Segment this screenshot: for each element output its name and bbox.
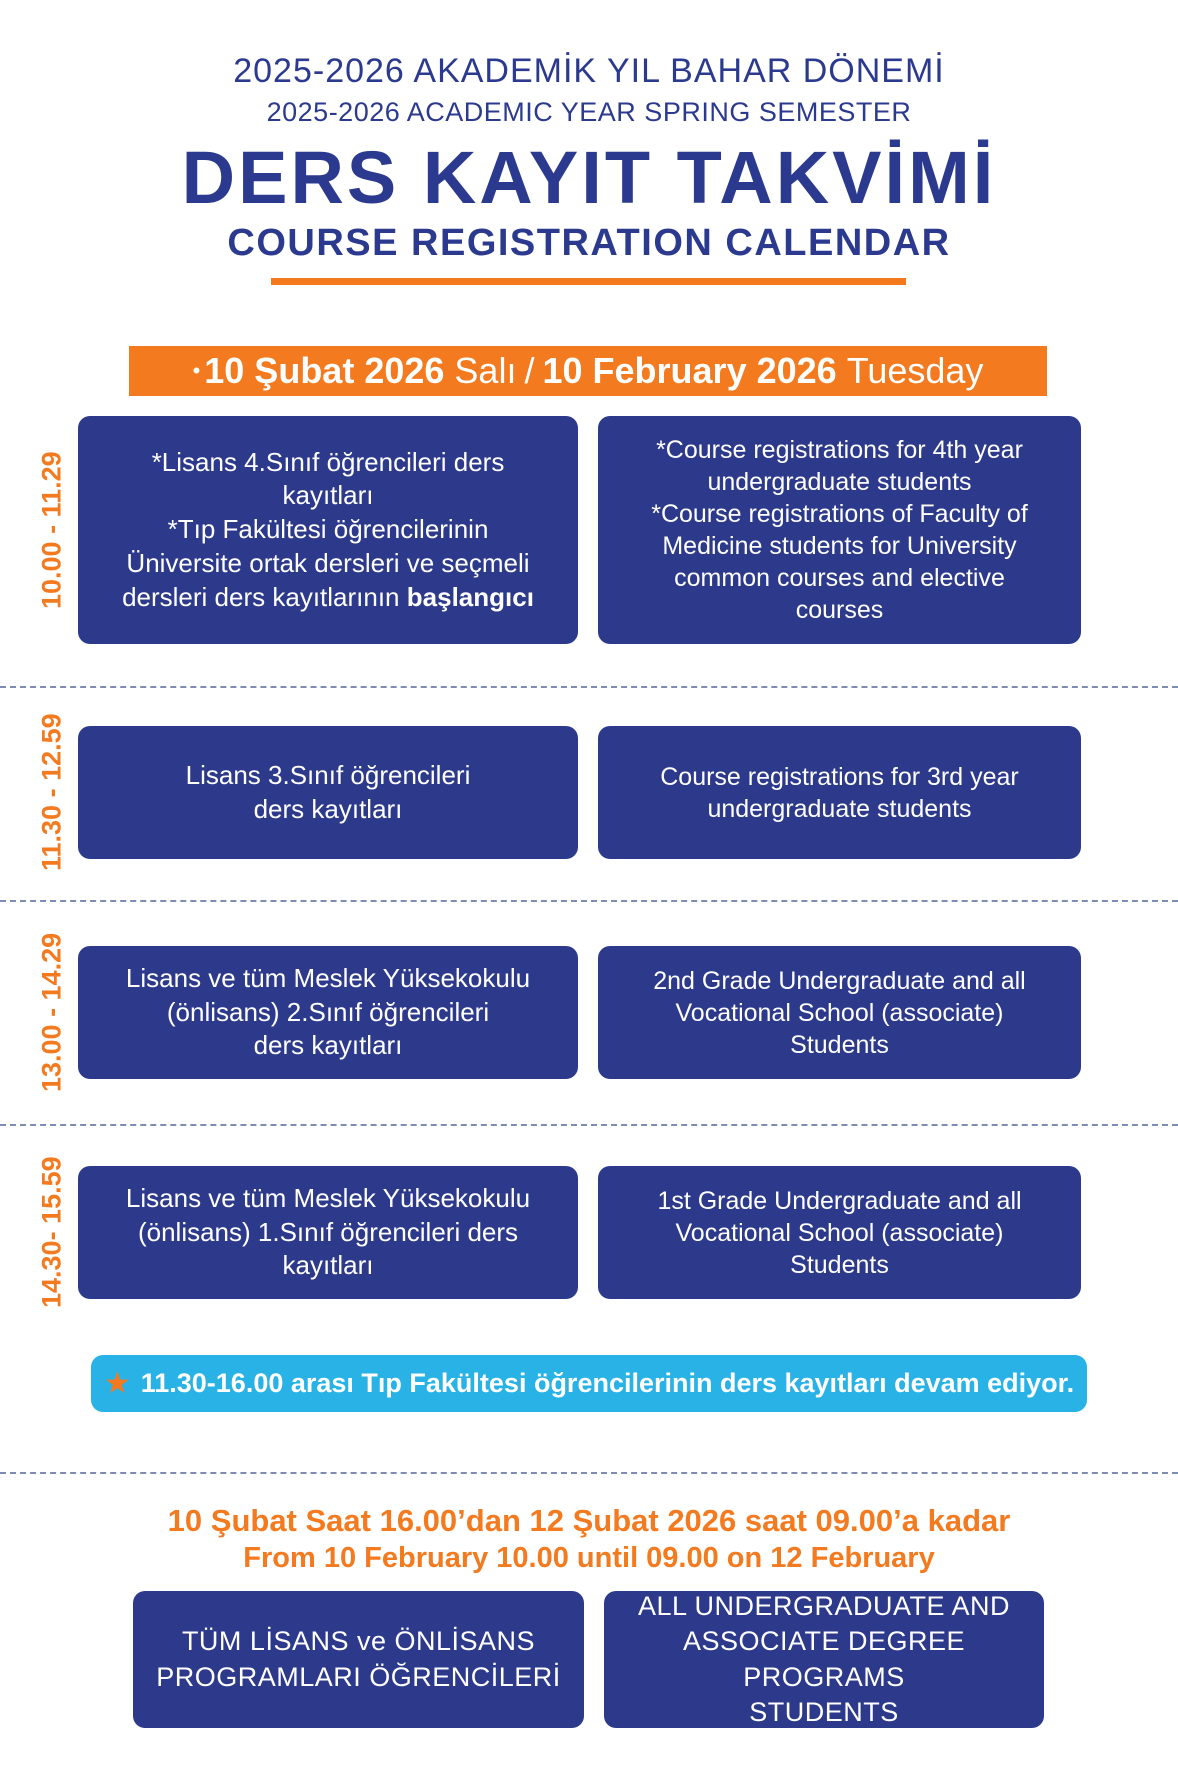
slot-box-en bbox=[598, 726, 1081, 859]
all-programs-box-en bbox=[604, 1591, 1044, 1728]
text-line: (önlisans) 1.Sınıf öğrencileri ders bbox=[137, 1216, 519, 1247]
slot-box-tr bbox=[78, 1166, 578, 1299]
section-divider bbox=[0, 1472, 1178, 1474]
medicine-note-banner bbox=[91, 1355, 1087, 1412]
text-line: Students bbox=[790, 1250, 889, 1279]
emphasis-text: başlangıcı bbox=[406, 581, 534, 612]
date-en: 10 February 2026 bbox=[542, 350, 837, 391]
text-line: Students bbox=[790, 1030, 889, 1059]
text-line: 1st Grade Undergraduate and all bbox=[657, 1186, 1022, 1215]
section-divider bbox=[0, 686, 1178, 688]
time-slot-label: 11.30 - 12.59 bbox=[36, 713, 67, 872]
text-line: dersleri ders kayıtlarının bbox=[122, 581, 400, 612]
section-divider bbox=[0, 1124, 1178, 1126]
text-line: common courses and elective bbox=[674, 564, 1005, 592]
bullet-dot: • bbox=[192, 358, 201, 383]
date-separator: / bbox=[524, 350, 535, 391]
text-line: *Course registrations for 4th year bbox=[656, 436, 1023, 464]
text-line: ders kayıtları bbox=[253, 1030, 403, 1061]
note-text: 11.30-16.00 arası Tıp Fakültesi öğrencilerinin ders kayıtları devam ediyor. bbox=[140, 1368, 1075, 1398]
text-line: ALL UNDERGRADUATE AND bbox=[637, 1591, 1011, 1622]
text-line: Üniversite ortak dersleri ve seçmeli bbox=[126, 547, 530, 578]
header-line-tr: 2025-2026 AKADEMİK YIL BAHAR DÖNEMİ bbox=[233, 52, 945, 90]
slot-box-tr bbox=[78, 416, 578, 644]
slot-box-en bbox=[598, 946, 1081, 1079]
star-icon: ★ bbox=[103, 1367, 131, 1400]
text-line: courses bbox=[795, 596, 884, 624]
time-slot-label: 14.30- 15.59 bbox=[36, 1156, 67, 1309]
date-tr: 10 Şubat 2026 bbox=[204, 350, 445, 391]
text-line: Medicine students for University bbox=[662, 532, 1017, 560]
text-line: *Lisans 4.Sınıf öğrencileri ders bbox=[151, 446, 505, 477]
period-heading-en: From 10 February 10.00 until 09.00 on 12 February bbox=[243, 1542, 935, 1574]
text-line: Vocational School (associate) bbox=[675, 998, 1004, 1027]
text-line: Lisans 3.Sınıf öğrencileri bbox=[185, 759, 471, 790]
text-line: STUDENTS bbox=[749, 1696, 899, 1727]
time-slot-label: 13.00 - 14.29 bbox=[36, 932, 67, 1093]
text-line: Lisans ve tüm Meslek Yüksekokulu bbox=[125, 962, 531, 993]
text-line: Vocational School (associate) bbox=[675, 1218, 1004, 1247]
text-line: undergraduate students bbox=[707, 794, 972, 823]
title-underline bbox=[271, 278, 906, 285]
slot-box-tr bbox=[78, 726, 578, 859]
text-line: undergraduate students bbox=[707, 468, 972, 496]
text-line: Lisans ve tüm Meslek Yüksekokulu bbox=[125, 1182, 531, 1213]
header-line-en: 2025-2026 ACADEMIC YEAR SPRING SEMESTER bbox=[266, 97, 912, 127]
section-divider bbox=[0, 900, 1178, 902]
text-line: kayıtları bbox=[282, 480, 374, 511]
text-line: TÜM LİSANS ve ÖNLİSANS bbox=[181, 1626, 536, 1657]
text-line: *Tıp Fakültesi öğrencilerinin bbox=[167, 514, 489, 545]
text-line: (önlisans) 2.Sınıf öğrencileri bbox=[166, 996, 490, 1027]
page-title-en: COURSE REGISTRATION CALENDAR bbox=[227, 222, 951, 264]
text-line: *Course registrations of Faculty of bbox=[651, 500, 1028, 528]
slot-box-tr bbox=[78, 946, 578, 1079]
text-line: Course registrations for 3rd year bbox=[660, 762, 1019, 791]
date-banner bbox=[129, 346, 1047, 396]
text-line: ASSOCIATE DEGREE PROGRAMS bbox=[682, 1626, 966, 1692]
text-line: 2nd Grade Undergraduate and all bbox=[653, 966, 1026, 995]
text-line: kayıtları bbox=[282, 1250, 374, 1281]
period-heading-tr: 10 Şubat Saat 16.00’dan 12 Şubat 2026 saat 09.00’a kadar bbox=[167, 1503, 1011, 1538]
all-programs-box-tr bbox=[133, 1591, 584, 1728]
page-title-tr: DERS KAYIT TAKVİMİ bbox=[181, 136, 997, 219]
text-line: ders kayıtları bbox=[253, 793, 403, 824]
slot-box-en bbox=[598, 416, 1081, 644]
text-line: PROGRAMLARI ÖĞRENCİLERİ bbox=[156, 1661, 561, 1692]
time-slot-label: 10.00 - 11.29 bbox=[36, 451, 67, 609]
day-tr: Salı bbox=[454, 350, 517, 391]
day-en: Tuesday bbox=[846, 350, 984, 391]
slot-box-en bbox=[598, 1166, 1081, 1299]
